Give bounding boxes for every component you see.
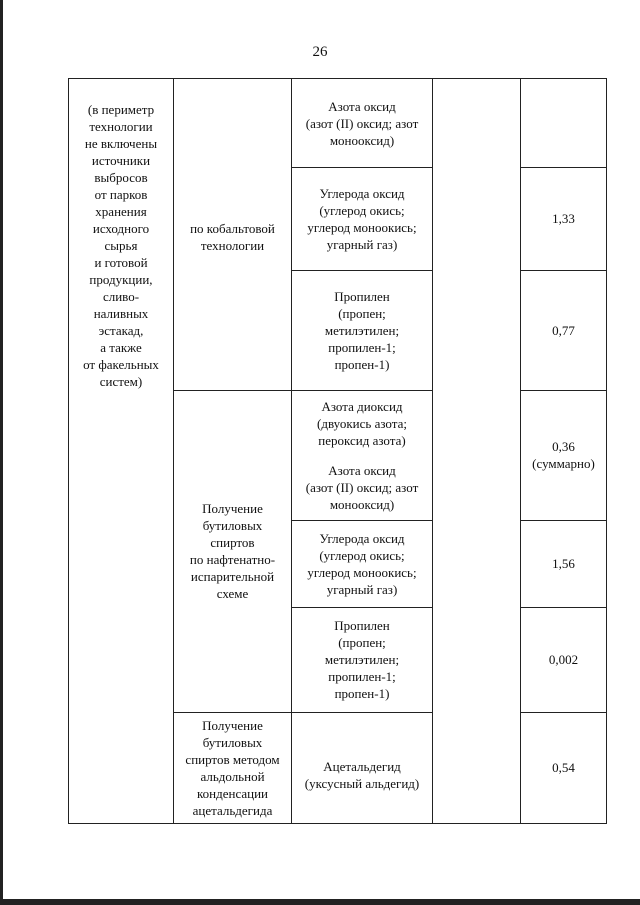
page-left-edge bbox=[0, 0, 3, 905]
emissions-table bbox=[68, 78, 607, 824]
process-cell: по кобальтовой технологии bbox=[174, 79, 292, 391]
substance-cell: Азота диоксид (двуокись азота; пероксид азота) bbox=[292, 390, 433, 456]
value-cell: 0,54 bbox=[521, 712, 607, 823]
page-number: 26 bbox=[312, 44, 328, 60]
value-cell: 1,33 bbox=[521, 168, 607, 271]
process-cell: Получение бутиловых спиртов по нафтенатно- испарительной схеме bbox=[174, 390, 292, 712]
substance-cell: Пропилен (пропен; метилэтилен; пропилен-1; пропен-1) bbox=[292, 270, 433, 390]
value-cell: 0,77 bbox=[521, 270, 607, 390]
substance-cell: Углерода оксид (углерод окись; углерод моноокись; угарный газ) bbox=[292, 520, 433, 607]
substance-cell: Ацетальдегид (уксусный альдегид) bbox=[292, 712, 433, 823]
substance-cell: Углерода оксид (углерод окись; углерод моноокись; угарный газ) bbox=[292, 168, 433, 271]
value-cell bbox=[521, 79, 607, 168]
substance-cell: Пропилен (пропен; метилэтилен; пропилен-1; пропен-1) bbox=[292, 607, 433, 712]
value-cell: 0,002 bbox=[521, 607, 607, 712]
source-note-continued bbox=[69, 390, 174, 823]
process-cell: Получение бутиловых спиртов методом альдольной конденсации ацетальдегида bbox=[174, 712, 292, 823]
table-row bbox=[69, 79, 607, 168]
value-cell: 0,36 (суммарно) bbox=[521, 390, 607, 520]
empty-column-cell bbox=[433, 79, 521, 824]
table-row bbox=[69, 390, 607, 456]
substance-cell: Азота оксид (азот (II) оксид; азот монооксид) bbox=[292, 79, 433, 168]
substance-cell: Азота оксид (азот (II) оксид; азот монооксид) bbox=[292, 456, 433, 520]
value-cell: 1,56 bbox=[521, 520, 607, 607]
page-bottom-edge bbox=[0, 899, 640, 905]
source-note-cell: (в периметр технологии не включены источники выбросов от парков хранения исходного сырья и готовой продукции, сливо- наливных эстакад, а также от факельных систем) bbox=[69, 79, 174, 391]
